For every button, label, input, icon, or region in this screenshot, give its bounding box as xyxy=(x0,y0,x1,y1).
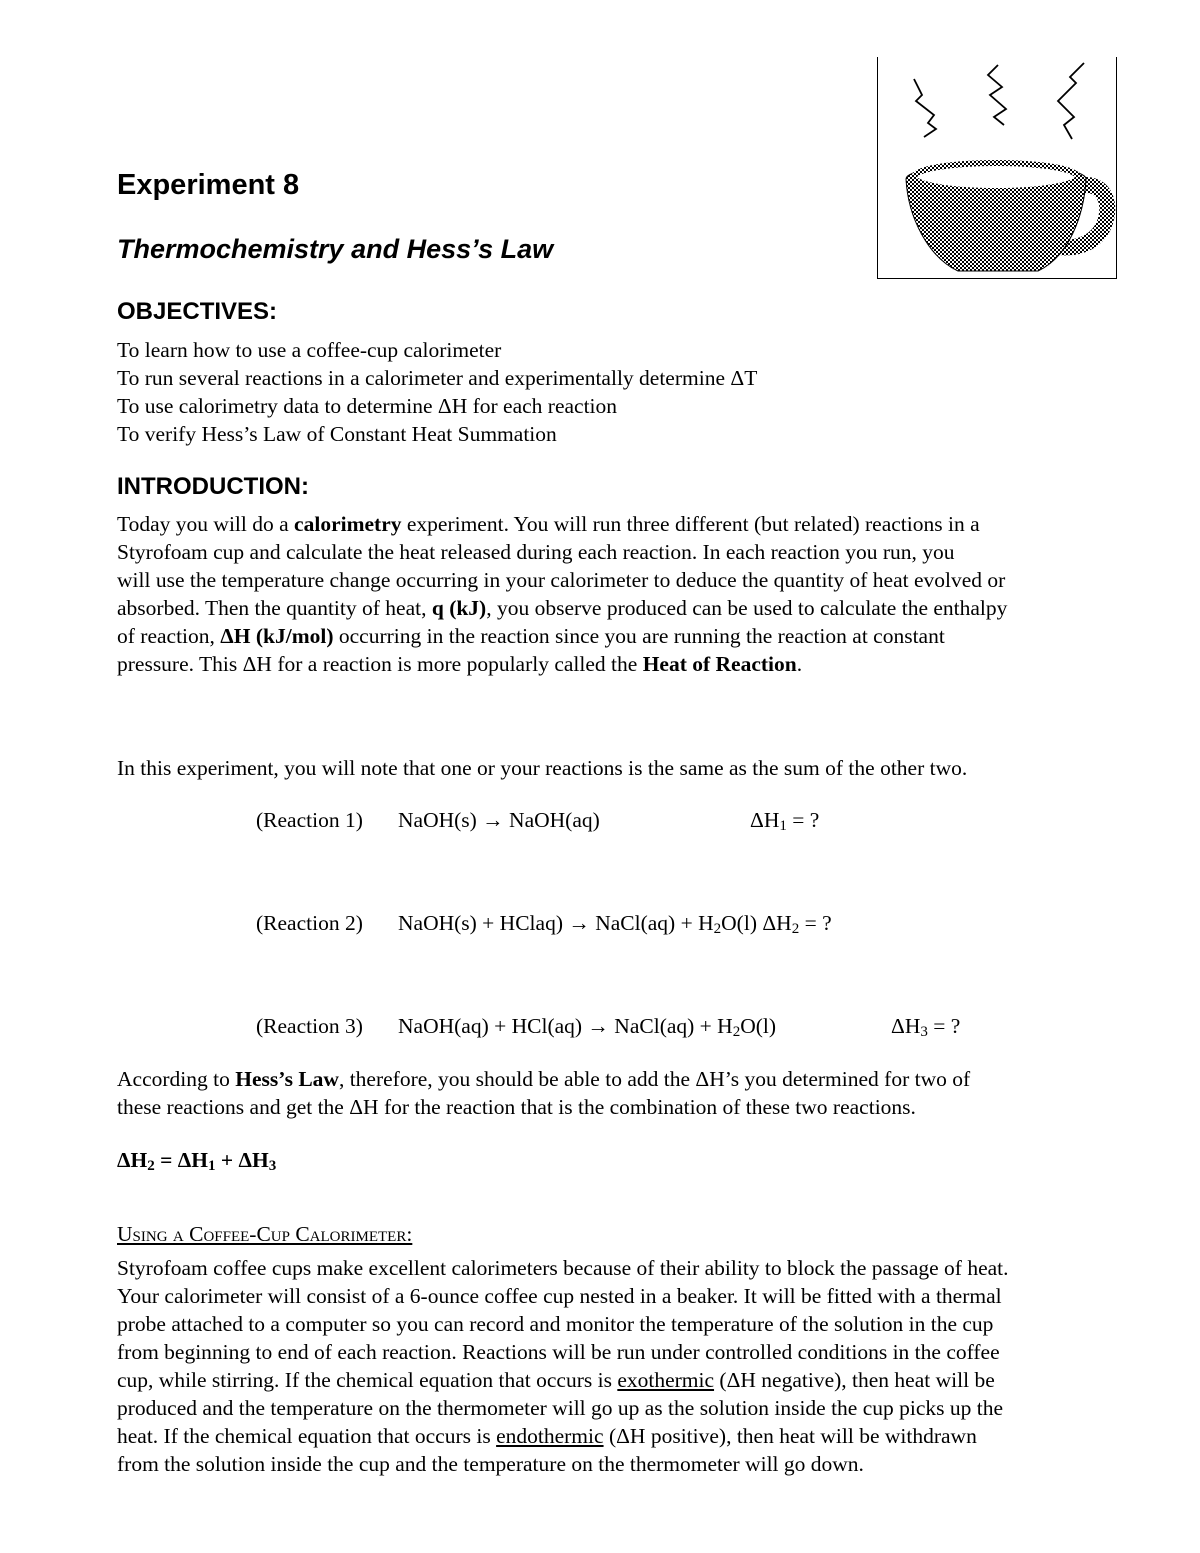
objectives-heading: OBJECTIVES: xyxy=(117,298,278,325)
introduction-paragraph xyxy=(117,510,1107,678)
page-title: Experiment 8 xyxy=(117,169,300,201)
text-line: probe attached to a computer so you can record and monitor the temperature of the solution in the cup xyxy=(117,1312,994,1336)
steam-line-icon xyxy=(1058,63,1084,139)
text-line: will use the temperature change occurring in your calorimeter to deduce the quantity of heat evolved or xyxy=(117,568,1006,592)
hess-law-paragraph xyxy=(117,1065,970,1121)
text-line: these reactions and get the ΔH for the reaction that is the combination of these two reactions. xyxy=(117,1095,916,1119)
steam-line-icon xyxy=(914,79,936,137)
reaction-3-equation: NaOH(aq) + HCl(aq) → NaCl(aq) + $H_2O(l)$ xyxy=(398,1014,777,1040)
term-hess-law: Hess’s Law xyxy=(235,1067,339,1091)
text-line: from beginning to end of each reaction. Reactions will be run under controlled conditions in the coffee xyxy=(117,1340,1000,1364)
objectives-list xyxy=(117,336,757,448)
experiment-note: In this experiment, you will note that one or your reactions is the same as the sum of the other two. xyxy=(117,756,968,780)
objective-item: To verify Hess’s Law of Constant Heat Summation xyxy=(117,422,557,446)
reaction-2-equation: NaOH(s) + HClaq) → NaCl(aq) + $H_2O(l) \Delta H_2$ = ? xyxy=(398,911,832,937)
reaction-1-equation: NaOH(s) → NaOH(aq) xyxy=(398,808,600,832)
term-calorimetry: calorimetry xyxy=(294,512,402,536)
term-heat-of-reaction: Heat of Reaction xyxy=(642,652,797,676)
reaction-2-label: (Reaction 2) xyxy=(256,911,363,935)
objective-item: To learn how to use a coffee-cup calorimeter xyxy=(117,338,502,362)
text-line: Today you will do a calorimetry experiment. You will run three different (but related) reactions in a xyxy=(117,512,980,536)
steam-line-icon xyxy=(988,65,1006,125)
reaction-3-enthalpy: $\Delta H_3$ = ? xyxy=(891,1014,961,1040)
calorimeter-paragraph xyxy=(117,1254,1107,1478)
text-line: heat. If the chemical equation that occurs is endothermic (ΔH positive), then heat will be withdrawn xyxy=(117,1424,977,1448)
objective-item: To run several reactions in a calorimeter and experimentally determine ΔT xyxy=(117,366,758,390)
text-line: Styrofoam coffee cups make excellent calorimeters because of their ability to block the passage of heat. xyxy=(117,1256,1009,1280)
term-exothermic: exothermic xyxy=(617,1368,715,1392)
term-q: q (kJ) xyxy=(431,596,487,620)
text-line: According to Hess’s Law, therefore, you should be able to add the ΔH’s you determined for two of xyxy=(117,1067,971,1091)
text-line: Styrofoam cup and calculate the heat released during each reaction. In each reaction you run, you xyxy=(117,540,955,564)
introduction-heading: INTRODUCTION: xyxy=(117,473,309,500)
coffee-cup-icon xyxy=(878,57,1118,279)
objective-item: To use calorimetry data to determine ΔH for each reaction xyxy=(117,394,618,418)
reaction-1-enthalpy: $\Delta H_1$ = ? xyxy=(750,808,820,834)
reaction-3-label: (Reaction 3) xyxy=(256,1014,363,1038)
text-line: of reaction, ΔH (kJ/mol) occurring in the reaction since you are running the reaction at constant xyxy=(117,624,945,648)
reaction-1-label: (Reaction 1) xyxy=(256,808,363,832)
calorimeter-heading: Using a Coffee-Cup Calorimeter: xyxy=(117,1222,413,1246)
hess-sum-equation: $\Delta H_2 = \Delta H_1 + \Delta H_3$ xyxy=(117,1148,277,1174)
text-line: cup, while stirring. If the chemical equation that occurs is exothermic (ΔH negative), then heat will be xyxy=(117,1368,995,1392)
coffee-cup-illustration xyxy=(877,57,1117,279)
text-line: pressure. This ΔH for a reaction is more popularly called the Heat of Reaction. xyxy=(117,652,803,676)
text-line: produced and the temperature on the thermometer will go up as the solution inside the cup picks up the xyxy=(117,1396,1004,1420)
text-line: absorbed. Then the quantity of heat, q (kJ), you observe produced can be used to calculate the enthalpy xyxy=(117,596,1008,620)
term-endothermic: endothermic xyxy=(496,1424,604,1448)
term-delta-h: ΔH (kJ/mol) xyxy=(220,624,334,648)
text-line: Your calorimeter will consist of a 6-ounce coffee cup nested in a beaker. It will be fitted with a thermal xyxy=(117,1284,1002,1308)
page-subtitle: Thermochemistry and Hess’s Law xyxy=(117,234,554,264)
text-line: from the solution inside the cup and the temperature on the thermometer will go down. xyxy=(117,1452,864,1476)
